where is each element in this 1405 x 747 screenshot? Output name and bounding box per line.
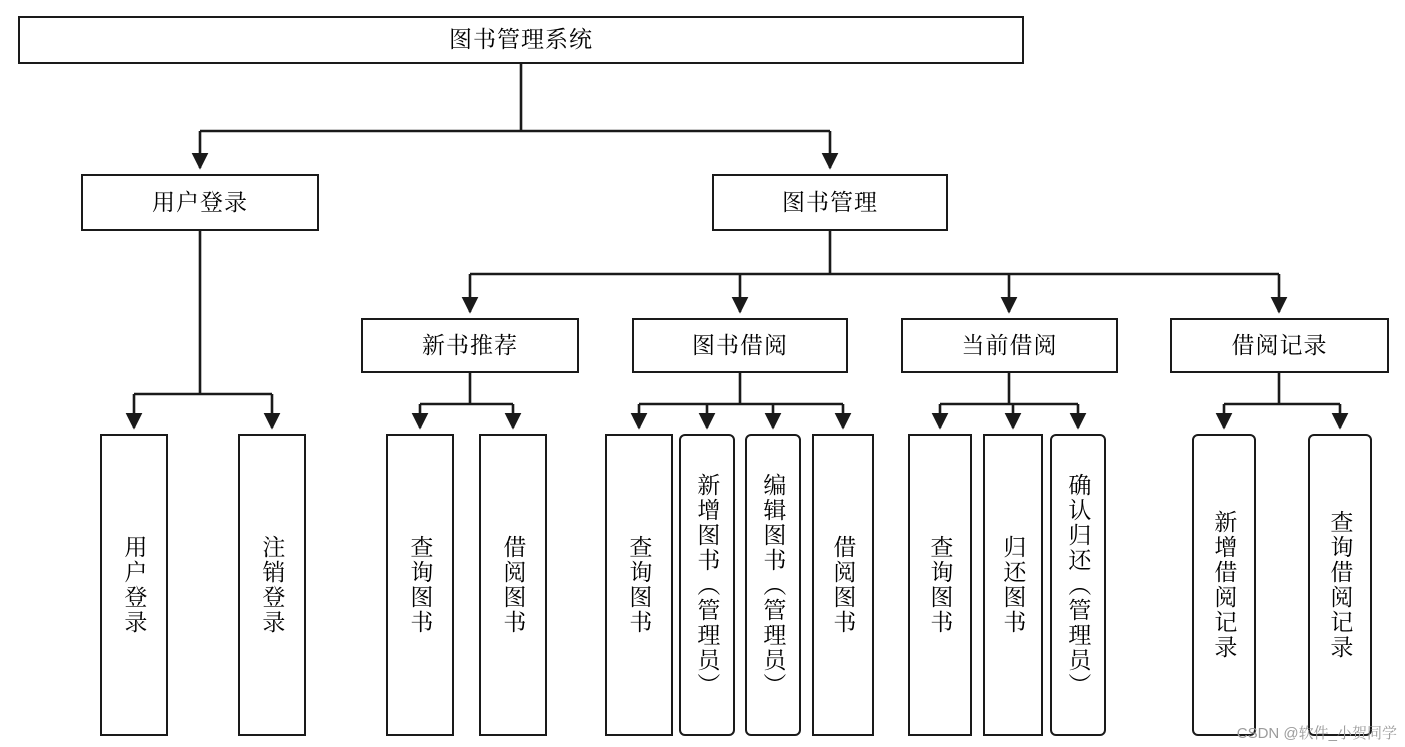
node-leaf-user-login[interactable]: [100, 434, 168, 736]
node-leaf-query-book-2[interactable]: [605, 434, 673, 736]
node-book-manage[interactable]: [712, 174, 948, 231]
node-leaf-logout-label: 注销登录: [259, 535, 286, 635]
watermark: CSDN @软件_小贺同学: [1236, 725, 1397, 742]
node-leaf-add-record[interactable]: [1192, 434, 1256, 736]
node-user-login[interactable]: [81, 174, 319, 231]
node-root-label: 图书管理系统: [449, 26, 593, 53]
node-leaf-query-book-3-label: 查询图书: [927, 535, 954, 635]
node-book-manage-label: 图书管理: [782, 188, 878, 215]
node-leaf-borrow-book-2[interactable]: [812, 434, 874, 736]
node-leaf-confirm-return-label: 确认归还（管理员）: [1065, 472, 1092, 698]
node-root[interactable]: [18, 16, 1024, 64]
node-leaf-user-login-label: 用户登录: [121, 535, 148, 635]
node-leaf-edit-book[interactable]: [745, 434, 801, 736]
node-leaf-add-book-label: 新增图书（管理员）: [694, 472, 721, 698]
node-leaf-query-book-2-label: 查询图书: [626, 535, 653, 635]
node-current-borrow[interactable]: [901, 318, 1118, 373]
node-leaf-query-book-1[interactable]: [386, 434, 454, 736]
node-leaf-return-book[interactable]: [983, 434, 1043, 736]
node-book-borrow-label: 图书借阅: [692, 331, 788, 358]
node-leaf-query-record-label: 查询借阅记录: [1327, 510, 1354, 660]
node-leaf-borrow-book-2-label: 借阅图书: [830, 535, 857, 635]
node-leaf-borrow-book-1-label: 借阅图书: [500, 535, 527, 635]
node-leaf-logout[interactable]: [238, 434, 306, 736]
node-leaf-add-record-label: 新增借阅记录: [1211, 510, 1238, 660]
node-leaf-edit-book-label: 编辑图书（管理员）: [760, 472, 787, 698]
node-leaf-confirm-return[interactable]: [1050, 434, 1106, 736]
node-leaf-return-book-label: 归还图书: [1000, 535, 1027, 635]
node-leaf-borrow-book-1[interactable]: [479, 434, 547, 736]
node-current-borrow-label: 当前借阅: [961, 331, 1058, 358]
node-book-borrow[interactable]: [632, 318, 848, 373]
node-leaf-query-book-1-label: 查询图书: [407, 535, 434, 635]
node-user-login-label: 用户登录: [152, 188, 248, 215]
node-new-book-recommend[interactable]: [361, 318, 579, 373]
node-borrow-record[interactable]: [1170, 318, 1389, 373]
node-leaf-query-book-3[interactable]: [908, 434, 972, 736]
node-leaf-query-record[interactable]: [1308, 434, 1372, 736]
node-borrow-record-label: 借阅记录: [1231, 331, 1328, 358]
node-leaf-add-book[interactable]: [679, 434, 735, 736]
node-new-book-recommend-label: 新书推荐: [422, 331, 518, 358]
